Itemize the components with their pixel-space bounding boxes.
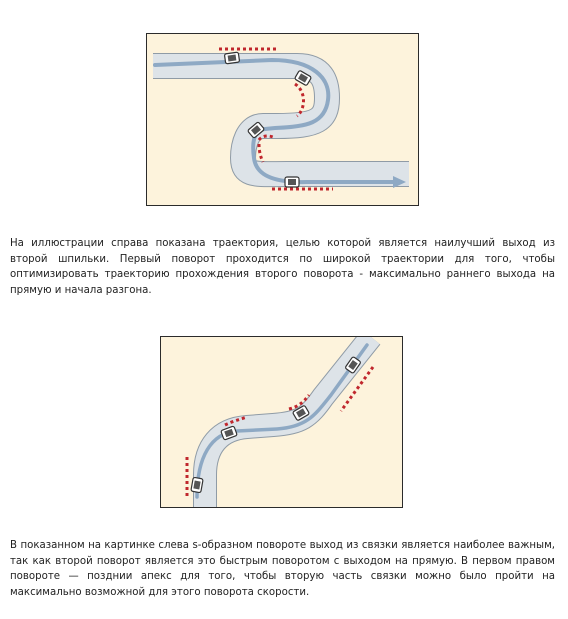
curb-first-apex (295, 84, 304, 116)
track-road (205, 337, 371, 508)
curb-second-apex (259, 144, 263, 162)
paragraph-s-bend: В показанном на картинке слева s-образном повороте выход из связки является наиболее важным, так как второй поворот является это быстрым поворотом с выходом на прямую. В первом правом повороте — позднии апекс для того, чтобы вторую часть связки можно было пройти на максимально возможной для этого поворота скорости. (10, 540, 555, 598)
s-bend-trajectory-illustration (160, 336, 403, 508)
hairpin-track-diagram (147, 34, 419, 206)
car-icon (224, 52, 239, 64)
hairpin-trajectory-illustration (146, 33, 419, 206)
car-icon (191, 477, 203, 493)
track-road (153, 66, 409, 174)
car-icon (285, 177, 299, 187)
paragraph-hairpin: На иллюстрации справа показана траектория, целью которой является наилучший выход из второй шпильки. Первый поворот проходится по широкой траектории для того, чтобы оптимизировать траекторию прохождения второго поворота - максимально раннего выхода на прямую и начала разгона. (10, 238, 555, 296)
s-bend-track-diagram (161, 337, 403, 508)
